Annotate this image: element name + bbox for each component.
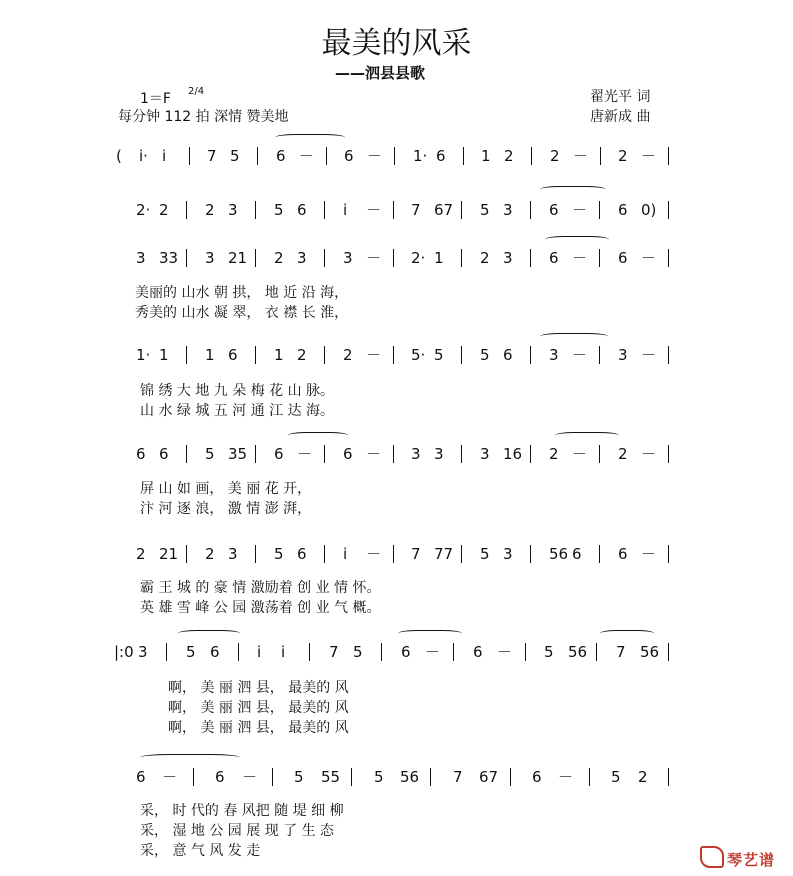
note: 3 [411, 445, 421, 463]
barline [668, 346, 669, 364]
note: － [641, 346, 657, 364]
note: 6 [618, 201, 628, 219]
note: 6 [618, 545, 628, 563]
note: － [242, 768, 258, 786]
note: 67 [434, 201, 454, 219]
tie-slur [288, 432, 348, 439]
note: 6 [503, 346, 513, 364]
note: i [162, 147, 167, 165]
barline [525, 643, 526, 661]
note: 2 [274, 249, 284, 267]
note: 6 [136, 768, 146, 786]
note: 1 [274, 346, 284, 364]
note: 6 [136, 445, 146, 463]
note: 7 [453, 768, 463, 786]
lyric-line: 啊， 美 丽 泗 县， 最美的 风 [168, 680, 349, 696]
lyric-line: 锦 绣 大 地 九 朵 梅 花 山 脉。 [140, 383, 335, 399]
barline [394, 147, 395, 165]
barline [324, 249, 325, 267]
barline [453, 643, 454, 661]
tie-slur [600, 630, 654, 637]
barline [255, 545, 256, 563]
barline [599, 249, 600, 267]
note: 2 [205, 545, 215, 563]
note: 7 [616, 643, 626, 661]
note: 35 [228, 445, 248, 463]
note: 7 [329, 643, 339, 661]
note: 6 [401, 643, 411, 661]
note: 21 [159, 545, 179, 563]
note: 5 [480, 545, 490, 563]
note: 3 [549, 346, 559, 364]
lyric-line: 霸 王 城 的 豪 情 激励着 创 业 情 怀。 [140, 580, 381, 596]
barline [599, 545, 600, 563]
barline [463, 147, 464, 165]
note: 3 [434, 445, 444, 463]
time-signature: 2/4 [188, 86, 205, 97]
tempo-marking: 每分钟 112 拍 深情 赞美地 [118, 109, 289, 125]
barline [530, 249, 531, 267]
barline [589, 768, 590, 786]
note: i [257, 643, 262, 661]
note: 3 [138, 643, 148, 661]
note: 77 [434, 545, 454, 563]
barline [461, 249, 462, 267]
note: 7 [411, 201, 421, 219]
note: 6 [549, 249, 559, 267]
barline [257, 147, 258, 165]
barline [166, 643, 167, 661]
note: 6 [274, 445, 284, 463]
note: 5 [374, 768, 384, 786]
barline [186, 445, 187, 463]
note: 6 [297, 201, 307, 219]
tie-slur [140, 754, 240, 761]
barline [668, 768, 669, 786]
barline [461, 545, 462, 563]
note: － [641, 147, 657, 165]
note: 5 [274, 201, 284, 219]
barline [186, 201, 187, 219]
note: 1· [413, 147, 428, 165]
barline [510, 768, 511, 786]
note: ( [116, 147, 122, 165]
note: － [366, 249, 382, 267]
lyric-line: 啊， 美 丽 泗 县， 最美的 风 [168, 700, 349, 716]
note: 6 [572, 545, 582, 563]
barline [324, 445, 325, 463]
note: 7 [207, 147, 217, 165]
barline [193, 768, 194, 786]
note: 5 [294, 768, 304, 786]
note: 56 [640, 643, 660, 661]
note: 3 [343, 249, 353, 267]
tie-slur [178, 630, 240, 637]
note: 2 [343, 346, 353, 364]
barline [255, 346, 256, 364]
note: 5 [544, 643, 554, 661]
note: － [572, 201, 588, 219]
note: － [573, 147, 589, 165]
barline [393, 545, 394, 563]
barline [461, 201, 462, 219]
barline [531, 147, 532, 165]
note: 6 [344, 147, 354, 165]
lyric-line: 采， 时 代的 春 风把 随 堤 细 柳 [140, 803, 344, 819]
note: 6 [297, 545, 307, 563]
note: 6 [215, 768, 225, 786]
lyric-line: 秀美的 山水 凝 翠， 衣 襟 长 淮， [135, 305, 349, 321]
note: 5 [611, 768, 621, 786]
composer-credit: 唐新成 曲 [590, 109, 651, 125]
watermark-logo [700, 846, 775, 870]
barline [530, 545, 531, 563]
note: 3 [205, 249, 215, 267]
note: 1 [481, 147, 491, 165]
barline [599, 445, 600, 463]
lyricist-credit: 翟光平 词 [590, 89, 651, 105]
note: － [367, 147, 383, 165]
note: 6 [532, 768, 542, 786]
note: 6 [618, 249, 628, 267]
note: 56 [549, 545, 569, 563]
barline [599, 346, 600, 364]
barline [309, 643, 310, 661]
barline [189, 147, 190, 165]
barline [326, 147, 327, 165]
tie-slur [555, 432, 619, 439]
barline [324, 545, 325, 563]
note: － [162, 768, 178, 786]
note: 5 [186, 643, 196, 661]
note: 2 [297, 346, 307, 364]
tie-slur [275, 134, 345, 141]
note: 6 [436, 147, 446, 165]
tie-slur [540, 333, 608, 340]
note: i [343, 201, 348, 219]
note: 2 [618, 147, 628, 165]
note: 1 [159, 346, 169, 364]
note: 3 [228, 545, 238, 563]
note: － [366, 201, 382, 219]
note: 56 [568, 643, 588, 661]
barline [530, 445, 531, 463]
barline [393, 201, 394, 219]
note: 6 [159, 445, 169, 463]
note: 5 [274, 545, 284, 563]
song-subtitle: ——泗县县歌 [335, 64, 426, 82]
note: － [641, 545, 657, 563]
note: 3 [480, 445, 490, 463]
note: |:0 [114, 643, 134, 661]
note: 2· [411, 249, 426, 267]
note: 16 [503, 445, 523, 463]
barline [596, 643, 597, 661]
note: 6 [276, 147, 286, 165]
barline [430, 768, 431, 786]
note: 33 [159, 249, 179, 267]
barline [186, 545, 187, 563]
barline [668, 147, 669, 165]
note: 3 [136, 249, 146, 267]
key-signature: 1＝F [140, 91, 171, 107]
note: i [343, 545, 348, 563]
note: 1· [136, 346, 151, 364]
note: 6 [549, 201, 559, 219]
barline [186, 346, 187, 364]
note: 5 [480, 201, 490, 219]
barline [393, 249, 394, 267]
note: 2 [549, 445, 559, 463]
note: － [425, 643, 441, 661]
note: 21 [228, 249, 248, 267]
barline [393, 346, 394, 364]
tie-slur [398, 630, 462, 637]
barline [530, 346, 531, 364]
barline [381, 643, 382, 661]
note: 5· [411, 346, 426, 364]
note: － [366, 346, 382, 364]
barline [530, 201, 531, 219]
note: － [641, 445, 657, 463]
note: 67 [479, 768, 499, 786]
note: 2 [136, 545, 146, 563]
note: － [497, 643, 513, 661]
note: － [572, 346, 588, 364]
barline [255, 249, 256, 267]
note: － [299, 147, 315, 165]
note: 1 [434, 249, 444, 267]
logo-icon [700, 846, 724, 868]
tie-slur [545, 236, 609, 243]
barline [461, 445, 462, 463]
note: 2· [136, 201, 151, 219]
barline [668, 249, 669, 267]
lyric-line: 山 水 绿 城 五 河 通 江 达 海。 [140, 403, 335, 419]
note: 2 [205, 201, 215, 219]
barline [668, 545, 669, 563]
lyric-line: 啊， 美 丽 泗 县， 最美的 风 [168, 720, 349, 736]
barline [668, 643, 669, 661]
note: 2 [618, 445, 628, 463]
lyric-line: 采， 意 气 风 发 走 [140, 843, 261, 859]
barline [600, 147, 601, 165]
watermark-text: 琴艺谱 [727, 851, 776, 869]
barline [324, 346, 325, 364]
note: － [572, 249, 588, 267]
note: 5 [353, 643, 363, 661]
barline [461, 346, 462, 364]
note: － [558, 768, 574, 786]
note: － [572, 445, 588, 463]
barline [351, 768, 352, 786]
barline [255, 445, 256, 463]
barline [393, 445, 394, 463]
note: － [641, 249, 657, 267]
note: 5 [480, 346, 490, 364]
barline [238, 643, 239, 661]
note: 0) [641, 201, 657, 219]
note: 2 [480, 249, 490, 267]
barline [186, 249, 187, 267]
note: 6 [343, 445, 353, 463]
note: 6 [210, 643, 220, 661]
barline [668, 445, 669, 463]
note: 3 [228, 201, 238, 219]
note: i [281, 643, 286, 661]
note: 5 [434, 346, 444, 364]
note: 7 [411, 545, 421, 563]
note: 3 [297, 249, 307, 267]
note: 5 [230, 147, 240, 165]
lyric-line: 采， 湿 地 公 园 展 现 了 生 态 [140, 823, 335, 839]
note: － [366, 445, 382, 463]
barline [255, 201, 256, 219]
barline [272, 768, 273, 786]
note: 3 [503, 545, 513, 563]
note: 2 [638, 768, 648, 786]
tie-slur [540, 186, 606, 193]
note: 3 [503, 249, 513, 267]
note: 56 [400, 768, 420, 786]
barline [599, 201, 600, 219]
note: 2 [550, 147, 560, 165]
note: 3 [618, 346, 628, 364]
song-title: 最美的风采 [321, 26, 472, 61]
barline [324, 201, 325, 219]
note: 6 [228, 346, 238, 364]
note: － [366, 545, 382, 563]
lyric-line: 屏 山 如 画， 美 丽 花 开， [140, 481, 312, 497]
barline [668, 201, 669, 219]
note: i· [139, 147, 148, 165]
note: － [297, 445, 313, 463]
note: 2 [504, 147, 514, 165]
note: 6 [473, 643, 483, 661]
note: 5 [205, 445, 215, 463]
note: 1 [205, 346, 215, 364]
note: 55 [321, 768, 341, 786]
lyric-line: 英 雄 雪 峰 公 园 激荡着 创 业 气 概。 [140, 600, 381, 616]
lyric-line: 汴 河 逐 浪， 激 情 澎 湃， [140, 501, 312, 517]
lyric-line: 美丽的 山水 朝 拱， 地 近 沿 海， [135, 285, 349, 301]
note: 3 [503, 201, 513, 219]
note: 2 [159, 201, 169, 219]
